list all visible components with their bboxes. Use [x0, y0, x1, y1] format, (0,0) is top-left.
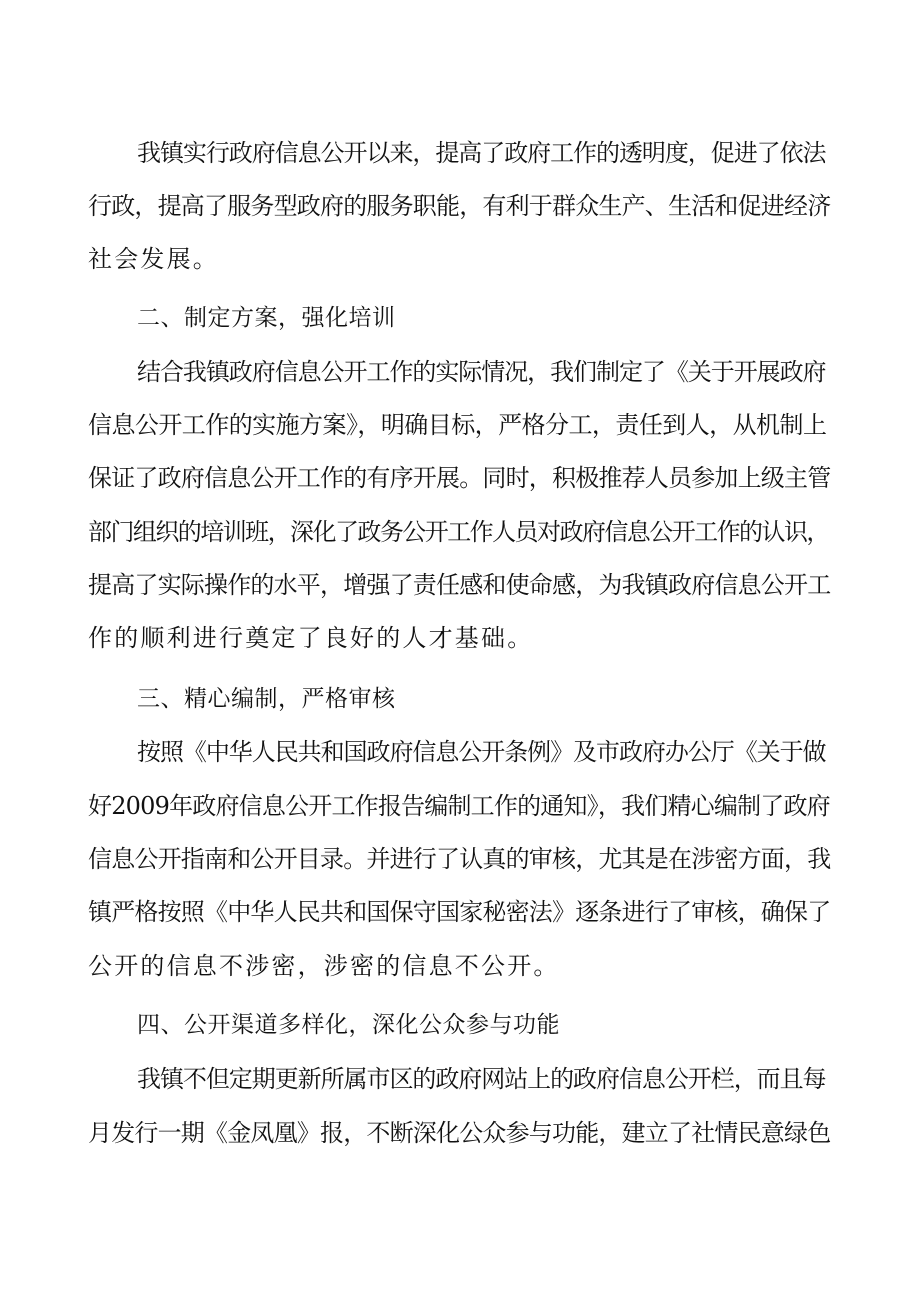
paragraph-line: 部门组织的培训班，深化了政务公开工作人员对政府信息公开工作的认识， — [88, 518, 829, 546]
paragraph-line: 我镇不但定期更新所属市区的政府网站上的政府信息公开栏，而且每 — [137, 1065, 826, 1093]
paragraph-line: 按照《中华人民共和国政府信息公开条例》及市政府办公厅《关于做 — [137, 738, 826, 766]
paragraph-line: 信息公开指南和公开目录。并进行了认真的审核，尤其是在涉密方面，我 — [88, 845, 831, 873]
paragraph-line: 信息公开工作的实施方案》，明确目标，严格分工，责任到人，从机制上 — [88, 411, 827, 439]
paragraph-line: 好2009年政府信息公开工作报告编制工作的通知》，我们精心编制了政府 — [88, 792, 830, 820]
paragraph-line: 我镇实行政府信息公开以来，提高了政府工作的透明度，促进了依法 — [137, 139, 826, 167]
paragraph-line: 社会发展。 — [88, 245, 219, 273]
section-heading: 二、制定方案，强化培训 — [137, 305, 396, 331]
paragraph-line: 月发行一期《金凤凰》报，不断深化公众参与功能，建立了社情民意绿色 — [88, 1119, 831, 1147]
section-heading: 三、精心编制，严格审核 — [137, 686, 396, 712]
paragraph-line: 公开的信息不涉密，涉密的信息不公开。 — [88, 952, 560, 980]
paragraph-line: 结合我镇政府信息公开工作的实际情况，我们制定了《关于开展政府 — [137, 358, 826, 386]
paragraph-line: 作的顺利进行奠定了良好的人才基础。 — [88, 624, 534, 652]
paragraph-line: 行政，提高了服务型政府的服务职能，有利于群众生产、生活和促进经济 — [88, 192, 831, 220]
paragraph-line: 提高了实际操作的水平，增强了责任感和使命感，为我镇政府信息公开工 — [88, 571, 831, 599]
paragraph-line: 镇严格按照《中华人民共和国保守国家秘密法》逐条进行了审核，确保了 — [88, 898, 831, 926]
section-heading: 四、公开渠道多样化，深化公众参与功能 — [137, 1012, 560, 1038]
paragraph-line: 保证了政府信息公开工作的有序开展。同时，积极推荐人员参加上级主管 — [88, 464, 831, 492]
